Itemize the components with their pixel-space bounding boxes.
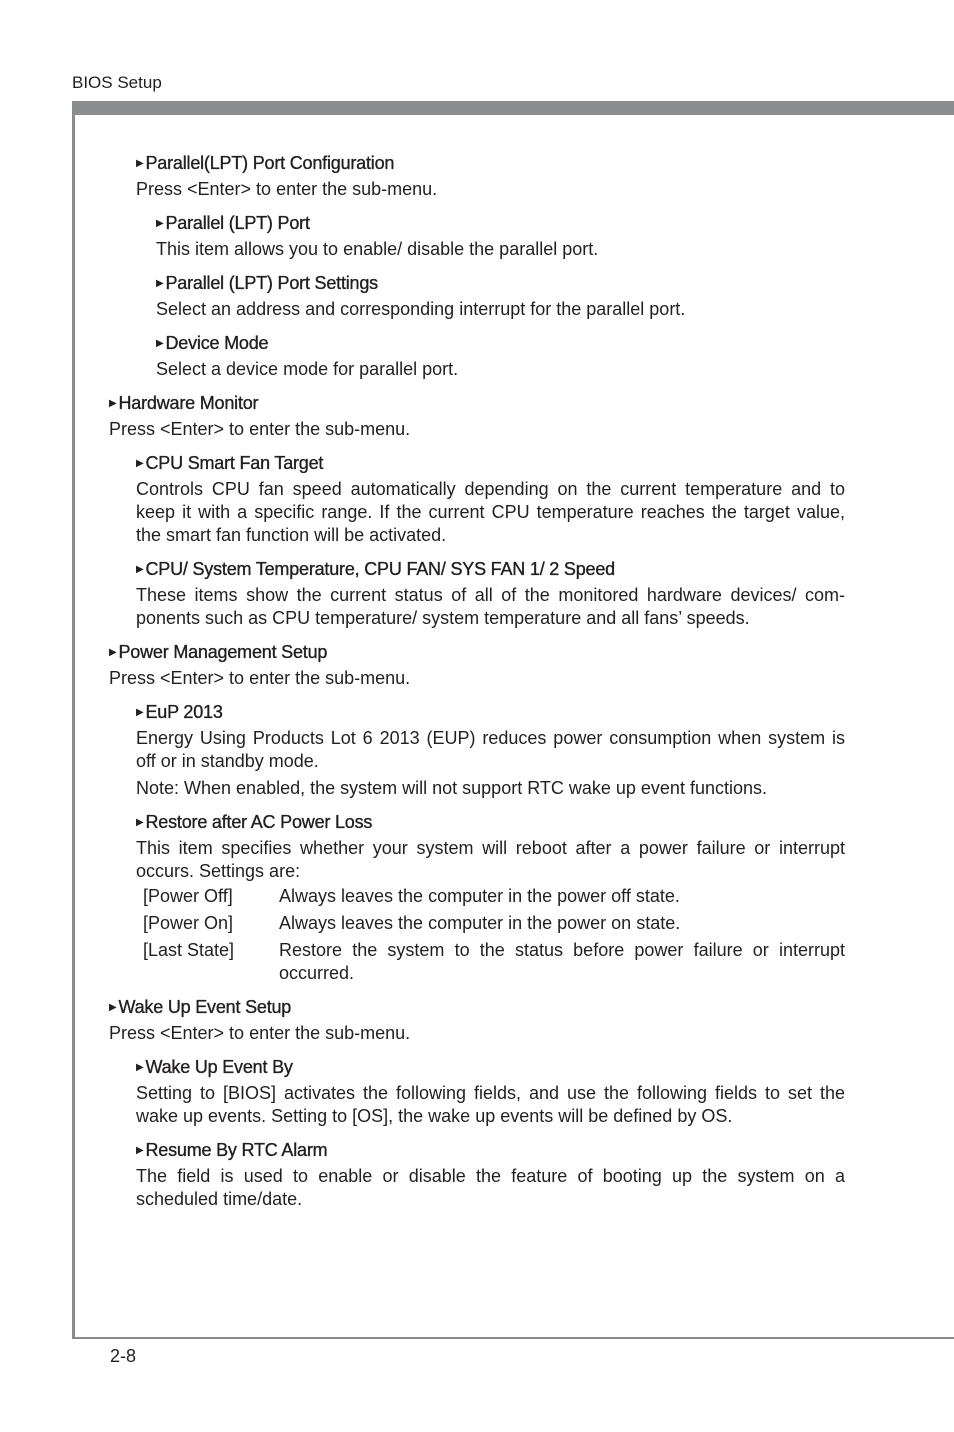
temperature-fan-title: CPU/ System Temperature, CPU FAN/ SYS FAN 1/ 2 Speed <box>145 559 615 579</box>
item-temperature-fan-speed <box>136 557 845 630</box>
option-value: Restore the system to the status before power failure or interrupt occurred. <box>279 940 845 983</box>
triangle-right-icon: ▶ <box>109 1002 117 1013</box>
triangle-right-icon: ▶ <box>136 564 144 575</box>
wake-up-desc: Press <Enter> to enter the sub-menu. <box>109 1023 411 1043</box>
item-cpu-smart-fan-target <box>136 451 845 547</box>
item-lpt-port <box>156 211 845 261</box>
section-lpt-config <box>136 151 845 201</box>
wake-up-title: Wake Up Event Setup <box>118 997 292 1017</box>
cpu-fan-target-title: CPU Smart Fan Target <box>145 453 324 473</box>
item-resume-rtc-alarm <box>136 1138 845 1211</box>
item-lpt-port-settings <box>156 271 845 321</box>
restore-options <box>136 885 845 985</box>
triangle-right-icon: ▶ <box>136 817 144 828</box>
power-management-desc: Press <Enter> to enter the sub-menu. <box>109 668 411 688</box>
page-content <box>0 151 954 1221</box>
triangle-right-icon: ▶ <box>136 1062 144 1073</box>
lpt-settings-desc: Select an address and corresponding interrupt for the parallel port. <box>156 299 686 319</box>
triangle-right-icon: ▶ <box>109 647 117 658</box>
eup-note: Note: When enabled, the system will not support RTC wake up event functions. <box>136 778 767 798</box>
option-value: Always leaves the computer in the power off state. <box>279 886 680 906</box>
device-mode-title: Device Mode <box>165 333 269 353</box>
section-power-management <box>109 640 845 690</box>
option-row <box>136 885 845 908</box>
triangle-right-icon: ▶ <box>136 707 144 718</box>
eup-title: EuP 2013 <box>145 702 223 722</box>
cpu-fan-target-desc: Controls CPU fan speed automatically depending on the current temperature and to keep it with a specific range. If the current CPU temperature reaches the target value, the smart fan function will be activated. <box>136 479 845 545</box>
triangle-right-icon: ▶ <box>156 218 164 229</box>
page-number: 2-8 <box>110 1346 137 1366</box>
triangle-right-icon: ▶ <box>156 278 164 289</box>
device-mode-desc: Select a device mode for parallel port. <box>156 359 459 379</box>
item-eup-2013 <box>136 700 845 800</box>
triangle-right-icon: ▶ <box>136 458 144 469</box>
item-wake-up-event-by <box>136 1055 845 1128</box>
restore-desc: This item specifies whether your system will reboot after a power failure or interrupt occurs. Settings are: <box>136 838 845 881</box>
lpt-port-desc: This item allows you to enable/ disable the parallel port. <box>156 239 599 259</box>
lpt-settings-title: Parallel (LPT) Port Settings <box>165 273 378 293</box>
lpt-config-title: Parallel(LPT) Port Configuration <box>145 153 395 173</box>
rtc-title: Resume By RTC Alarm <box>145 1140 328 1160</box>
rtc-desc: The field is used to enable or disable the feature of booting up the system on a scheduled time/date. <box>136 1166 845 1209</box>
eup-desc: Energy Using Products Lot 6 2013 (EUP) reduces power consumption when system is off or in standby mode. <box>136 728 845 771</box>
item-restore-ac-power-loss <box>136 810 845 985</box>
option-value: Always leaves the computer in the power on state. <box>279 913 681 933</box>
triangle-right-icon: ▶ <box>136 158 144 169</box>
section-hardware-monitor <box>109 391 845 441</box>
option-row <box>136 912 845 935</box>
lpt-config-desc: Press <Enter> to enter the sub-menu. <box>136 179 438 199</box>
header-bar <box>72 101 954 115</box>
option-key: [Power On] <box>143 913 234 933</box>
bottom-rule <box>72 1337 954 1339</box>
triangle-right-icon: ▶ <box>136 1145 144 1156</box>
hardware-monitor-title: Hardware Monitor <box>118 393 259 413</box>
triangle-right-icon: ▶ <box>109 398 117 409</box>
section-wake-up-event <box>109 995 845 1045</box>
temperature-fan-desc: These items show the current status of all of the monitored hardware devices/ com-ponents such as CPU temperature/ system temperature and all fans’ speeds. <box>136 585 845 628</box>
option-key: [Power Off] <box>143 886 233 906</box>
option-key: [Last State] <box>143 940 235 960</box>
triangle-right-icon: ▶ <box>156 338 164 349</box>
option-row <box>136 939 845 985</box>
item-device-mode <box>156 331 845 381</box>
wake-by-title: Wake Up Event By <box>145 1057 293 1077</box>
page-header-title: BIOS Setup <box>72 73 162 92</box>
wake-by-desc: Setting to [BIOS] activates the following fields, and use the following fields to set the wake up events. Setting to [OS], the wake up events will be defined by OS. <box>136 1083 845 1126</box>
power-management-title: Power Management Setup <box>118 642 328 662</box>
restore-title: Restore after AC Power Loss <box>145 812 373 832</box>
hardware-monitor-desc: Press <Enter> to enter the sub-menu. <box>109 419 411 439</box>
lpt-port-title: Parallel (LPT) Port <box>165 213 310 233</box>
